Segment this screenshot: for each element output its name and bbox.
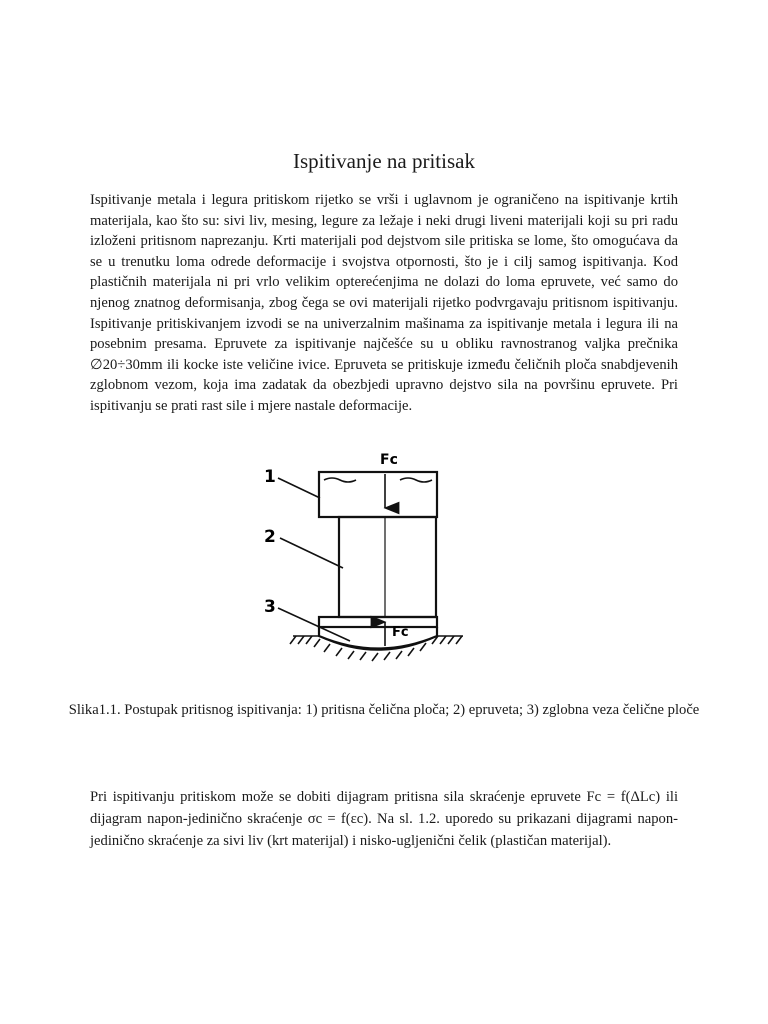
label-2: 2 [264,527,276,547]
force-label-top: Fc [380,452,398,468]
intro-paragraph: Ispitivanje metala i legura pritiskom rijetko se vrši i uglavnom je ograničeno na ispitivanje krtih materijala, kao što su: sivi liv, mesing, legure za ležaje i neki drugi liveni materijali koji su pri radu izloženi pritisnom naprezanju. Krti materijali pod dejstvom sile pritiska se lome, što omogućava da se u trenutku loma odrede deformacije i svojstva otpornosti, što je i cilj samog ispitivanja. Kod plastičnih materijala ni pri vrlo velikim opterećenjima ne dolazi do loma epruvete, već samo do njenog znatnog deformisanja, zbog čega se ovi materijali rijetko podvrgavaju pritisnom ispitivanju. Ispitivanje pritiskivanjem izvodi se na univerzalnim mašinama za ispitivanje metala i legura ili na posebnim presama. Epruvete za ispitivanje najčešće su u obliku ravnostranog valjka prečnika ∅20÷30mm ili kocke iste veličine ivice. Epruveta se pritiskuje između čeličnih ploča snabdjevenih zglobnom vezom, koja ima zadatak da obezbjedi upravno dejstvo sila na površinu epruvete. Pri ispitivanju se prati rast sile i mjere nastale deformacije. [90,192,678,414]
figure-caption: Slika1.1. Postupak pritisnog ispitivanja: 1) pritisna čelična ploča; 2) epruveta; 3) zglobna veza čelične ploče [68,702,700,718]
top-plate [319,472,437,517]
specimen [339,517,436,617]
label-3: 3 [264,597,276,617]
compression-test-figure [258,446,468,666]
page-title: Ispitivanje na pritisak [293,149,475,173]
label-1: 1 [264,467,276,487]
diagram-paragraph: Pri ispitivanju pritiskom može se dobiti dijagram pritisna sila skraćenje epruvete Fc = f(ΔLc) ili dijagram napon-jedinično skraćenje σc = f(εc). Na sl. 1.2. uporedo su prikazani dijagrami napon-jedinično skraćenje za sivi liv (krt materijal) i nisko-ugljenični čelik (plastičan materijal). [90,789,678,849]
force-label-bottom: Fc [392,625,409,640]
